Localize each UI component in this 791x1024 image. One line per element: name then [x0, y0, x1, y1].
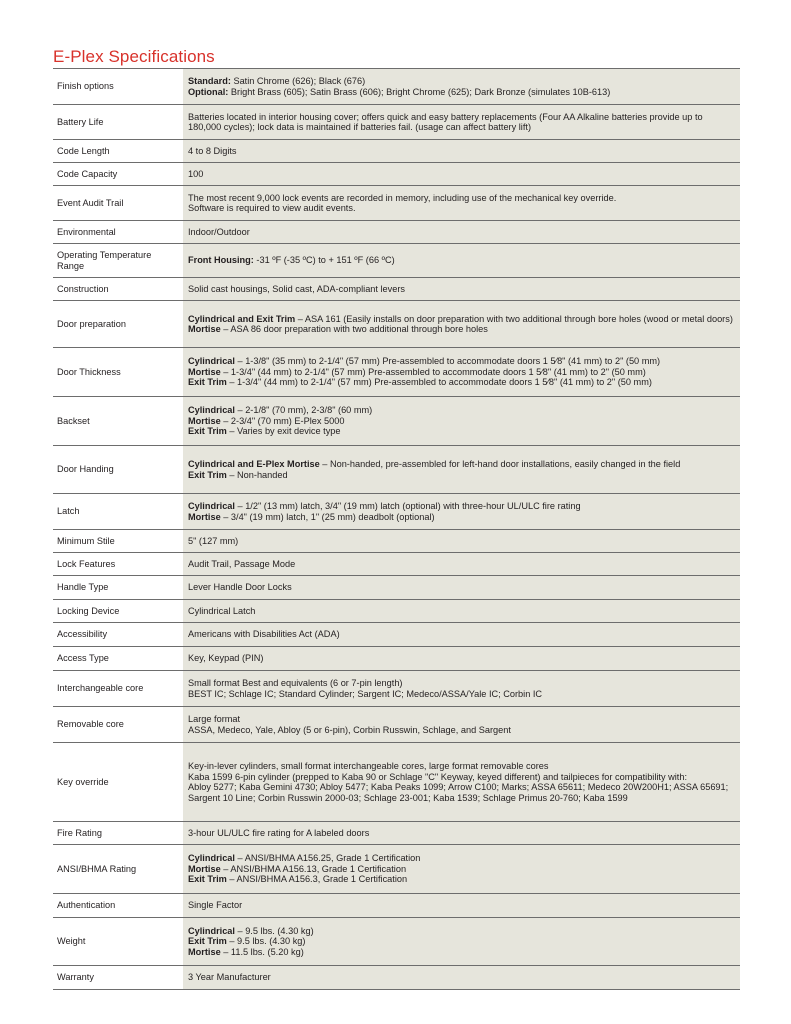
spec-label: Weight	[53, 918, 183, 965]
spec-value-text: Batteries located in interior housing cover; offers quick and easy battery replacements (Four AA Alkaline batteries provide up to 180,000 cycles); lock data is maintained if batteries fail. (usage can affect battery lift)	[188, 111, 703, 132]
spec-value-emphasis: Mortise	[188, 366, 221, 377]
spec-value-text: Kaba 1599 6-pin cylinder (prepped to Kaba 90 or Schlage "C" Keyway, keyed different) and tailpieces for compatibility with:	[188, 771, 688, 782]
spec-value-text: Cylindrical Latch	[188, 605, 256, 616]
spec-value-emphasis: Cylindrical	[188, 405, 235, 416]
spec-value-text: Bright Brass (605); Satin Brass (606); Bright Chrome (625); Dark Bronze (simulates 10B-613)	[228, 86, 611, 97]
spec-value-text: Large format	[188, 714, 241, 724]
spec-value-line	[188, 606, 734, 617]
spec-value	[183, 221, 740, 243]
spec-value-emphasis: Optional:	[188, 86, 229, 97]
spec-row	[53, 221, 740, 244]
spec-value-line	[188, 559, 734, 570]
spec-row	[53, 301, 740, 348]
spec-value-text: Single Factor	[188, 900, 243, 911]
spec-value	[183, 553, 740, 575]
spec-label: Accessibility	[53, 623, 183, 646]
spec-value	[183, 140, 740, 162]
spec-label: Authentication	[53, 894, 183, 917]
spec-value-text: Indoor/Outdoor	[188, 226, 250, 237]
spec-row	[53, 623, 740, 647]
spec-value-text: – 9.5 lbs. (4.30 kg)	[226, 936, 306, 947]
spec-value	[183, 707, 740, 742]
spec-value	[183, 494, 740, 529]
spec-value-emphasis: Exit Trim	[188, 936, 227, 947]
spec-value	[183, 105, 740, 139]
spec-value-line	[188, 653, 734, 664]
spec-value-line	[188, 864, 734, 875]
spec-value-text: Small format Best and equivalents (6 or 7-pin length)	[188, 678, 403, 688]
spec-value-text: – 1-3/4" (44 mm) to 2-1/4" (57 mm) Pre-assembled to accommodate doors 1 5⁄8" (41 mm) to 2" (50 mm)	[220, 366, 646, 377]
spec-label: Latch	[53, 494, 183, 529]
spec-value	[183, 69, 740, 104]
spec-value-line	[188, 87, 734, 98]
spec-value-line	[188, 936, 734, 947]
spec-value-emphasis: Cylindrical	[188, 853, 235, 864]
spec-label: Handle Type	[53, 576, 183, 599]
spec-value	[183, 348, 740, 396]
spec-value-emphasis: Mortise	[188, 511, 221, 522]
spec-value-line	[188, 689, 734, 700]
spec-value	[183, 894, 740, 917]
spec-value-emphasis: Cylindrical	[188, 925, 235, 936]
spec-value	[183, 446, 740, 493]
spec-value	[183, 918, 740, 965]
spec-value-text: 4 to 8 Digits	[188, 145, 237, 156]
spec-value-line	[188, 582, 734, 593]
spec-value-line	[188, 874, 734, 885]
spec-value	[183, 163, 740, 185]
spec-value-emphasis: Front Housing:	[188, 255, 254, 266]
spec-value-emphasis: Cylindrical	[188, 501, 235, 511]
spec-value-text: – Non-handed, pre-assembled for left-hand door installations, easily changed in the field	[319, 459, 681, 469]
spec-label: Code Capacity	[53, 163, 183, 185]
spec-value-line	[188, 714, 734, 725]
spec-label: Code Length	[53, 140, 183, 162]
spec-label: Interchangeable core	[53, 671, 183, 706]
spec-value-line	[188, 169, 734, 180]
spec-value-text: 100	[188, 168, 204, 179]
spec-value-line	[188, 324, 734, 335]
spec-row	[53, 446, 740, 494]
spec-value-line	[188, 853, 734, 864]
spec-row	[53, 918, 740, 966]
spec-row	[53, 671, 740, 707]
spec-label: Key override	[53, 743, 183, 821]
spec-label: Access Type	[53, 647, 183, 670]
page-title: E-Plex Specifications	[53, 47, 215, 66]
spec-label: Fire Rating	[53, 822, 183, 844]
spec-value-text: – ASA 161 (Easily installs on door preparation with two additional through bore holes (wood or metal doors)	[295, 313, 733, 324]
spec-value-text: Americans with Disabilities Act (ADA)	[188, 629, 340, 640]
spec-value	[183, 530, 740, 552]
spec-label: Minimum Stile	[53, 530, 183, 552]
spec-value-text: – 2-3/4" (70 mm) E-Plex 5000	[220, 415, 345, 426]
spec-value	[183, 623, 740, 646]
spec-row	[53, 140, 740, 163]
spec-value	[183, 845, 740, 893]
spec-value-emphasis: Cylindrical	[188, 356, 235, 367]
spec-value-text: ASSA, Medeco, Yale, Abloy (5 or 6-pin), Corbin Russwin, Schlage, and Sargent	[188, 724, 511, 735]
spec-value-line	[188, 356, 734, 367]
spec-value-line	[188, 761, 734, 772]
spec-value	[183, 647, 740, 670]
spec-row	[53, 707, 740, 743]
spec-value-line	[188, 367, 734, 378]
spec-value-text: Abloy 5277; Kaba Gemini 4730; Abloy 5477; Kaba Peaks 1099; Arrow C100; Marks; ASSA 65611; Medeco 20W200H1; ASSA 65691; Sargent 10 Line; Corbin Russwin 2000-03; Schlage 23-001; Kaba 1539; Schlage Primus 20-760; Kaba 1599	[188, 782, 729, 803]
spec-row	[53, 244, 740, 278]
spec-value-line	[188, 972, 734, 983]
spec-label: Battery Life	[53, 105, 183, 139]
spec-value-emphasis: Mortise	[188, 863, 221, 874]
spec-row	[53, 530, 740, 553]
spec-value	[183, 822, 740, 844]
spec-row	[53, 278, 740, 301]
spec-value-text: -31 ºF (-35 ºC) to + 151 ºF (66 ºC)	[253, 255, 395, 266]
spec-row	[53, 743, 740, 822]
spec-row	[53, 105, 740, 140]
spec-value-text: 5" (127 mm)	[188, 535, 239, 546]
spec-value-line	[188, 76, 734, 87]
spec-value-line	[188, 947, 734, 958]
spec-value-text: – Varies by exit device type	[226, 426, 341, 437]
spec-value-line	[188, 377, 734, 388]
spec-value-text: Solid cast housings, Solid cast, ADA-compliant levers	[188, 283, 406, 294]
spec-value	[183, 966, 740, 989]
spec-value	[183, 244, 740, 277]
spec-value-text: – 9.5 lbs. (4.30 kg)	[234, 925, 314, 936]
spec-value	[183, 576, 740, 599]
spec-value-line	[188, 629, 734, 640]
spec-value-text: – 11.5 lbs. (5.20 kg)	[220, 946, 304, 957]
spec-label: Door preparation	[53, 301, 183, 347]
spec-value-line	[188, 772, 734, 783]
spec-value-text: – ANSI/BHMA A156.25, Grade 1 Certification	[234, 853, 421, 864]
spec-value	[183, 671, 740, 706]
spec-value-text: Audit Trail, Passage Mode	[188, 558, 296, 569]
spec-value-text: – 2-1/8" (70 mm), 2-3/8" (60 mm)	[234, 405, 373, 416]
spec-value	[183, 600, 740, 622]
spec-row	[53, 69, 740, 105]
spec-value-text: 3-hour UL/ULC fire rating for A labeled doors	[188, 827, 370, 838]
spec-value-emphasis: Cylindrical and E-Plex Mortise	[188, 459, 320, 469]
spec-value-line	[188, 255, 734, 266]
spec-value-line	[188, 678, 734, 689]
spec-row	[53, 822, 740, 845]
spec-value-line	[188, 193, 734, 204]
spec-value-line	[188, 203, 734, 214]
spec-row	[53, 966, 740, 990]
spec-label: Lock Features	[53, 553, 183, 575]
spec-value-line	[188, 828, 734, 839]
spec-label: Door Handing	[53, 446, 183, 493]
spec-row	[53, 894, 740, 918]
spec-label: Environmental	[53, 221, 183, 243]
spec-value-text: – 1-3/8" (35 mm) to 2-1/4" (57 mm) Pre-assembled to accommodate doors 1 5⁄8" (41 mm) to 2" (50 mm)	[234, 356, 661, 367]
spec-value-text: – 1-3/4" (44 mm) to 2-1/4" (57 mm) Pre-assembled to accommodate doors 1 5⁄8" (41 mm) to 2" (50 mm)	[226, 377, 652, 388]
spec-row	[53, 348, 740, 397]
spec-value	[183, 278, 740, 300]
spec-value-line	[188, 416, 734, 427]
spec-value-text: – Non-handed	[226, 469, 288, 480]
spec-value-line	[188, 112, 734, 133]
spec-value-line	[188, 459, 734, 470]
spec-value-emphasis: Exit Trim	[188, 377, 227, 388]
spec-label: Backset	[53, 397, 183, 445]
spec-value-emphasis: Mortise	[188, 946, 221, 957]
spec-value-text: Satin Chrome (626); Black (676)	[230, 76, 366, 86]
spec-row	[53, 163, 740, 186]
spec-row	[53, 647, 740, 671]
spec-value-text: – ANSI/BHMA A156.3, Grade 1 Certification	[226, 874, 408, 885]
spec-row	[53, 186, 740, 221]
spec-value-emphasis: Exit Trim	[188, 426, 227, 437]
spec-label: Event Audit Trail	[53, 186, 183, 220]
spec-value-text: – 3/4" (19 mm) latch, 1" (25 mm) deadbolt (optional)	[220, 511, 435, 522]
spec-label: ANSI/BHMA Rating	[53, 845, 183, 893]
spec-value-text: Key, Keypad (PIN)	[188, 653, 264, 664]
spec-value-text: – ASA 86 door preparation with two additional through bore holes	[220, 324, 488, 334]
spec-value-line	[188, 926, 734, 937]
spec-value-text: – ANSI/BHMA A156.13, Grade 1 Certification	[220, 863, 407, 874]
spec-label: Operating Temperature Range	[53, 244, 183, 277]
spec-value	[183, 301, 740, 347]
spec-label: Warranty	[53, 966, 183, 989]
spec-value-emphasis: Mortise	[188, 324, 221, 334]
spec-value-line	[188, 314, 734, 325]
spec-value-text: BEST IC; Schlage IC; Standard Cylinder; Sargent IC; Medeco/ASSA/Yale IC; Corbin IC	[188, 688, 543, 699]
spec-row	[53, 600, 740, 623]
spec-value-text: Lever Handle Door Locks	[188, 582, 292, 593]
spec-value-emphasis: Cylindrical and Exit Trim	[188, 313, 296, 324]
spec-row	[53, 553, 740, 576]
spec-value-line	[188, 501, 734, 512]
spec-value-text: Software is required to view audit events.	[188, 203, 356, 213]
spec-value-line	[188, 227, 734, 238]
spec-value-emphasis: Exit Trim	[188, 469, 227, 480]
spec-value-line	[188, 470, 734, 481]
spec-value-line	[188, 900, 734, 911]
spec-value-emphasis: Exit Trim	[188, 874, 227, 885]
spec-value-text: Key-in-lever cylinders, small format interchangeable cores, large format removable cores	[188, 761, 549, 771]
spec-value	[183, 743, 740, 821]
spec-row	[53, 494, 740, 530]
spec-value	[183, 397, 740, 445]
spec-label: Door Thickness	[53, 348, 183, 396]
spec-value-emphasis: Mortise	[188, 415, 221, 426]
spec-row	[53, 845, 740, 894]
spec-label: Finish options	[53, 69, 183, 104]
spec-row	[53, 397, 740, 446]
spec-value-line	[188, 782, 734, 803]
spec-table	[53, 68, 740, 990]
spec-value-text: The most recent 9,000 lock events are recorded in memory, including use of the mechanical key override.	[188, 192, 617, 203]
spec-value-text: 3 Year Manufacturer	[188, 972, 271, 983]
spec-value-line	[188, 284, 734, 295]
spec-value-line	[188, 426, 734, 437]
spec-row	[53, 576, 740, 600]
spec-value-line	[188, 146, 734, 157]
spec-value	[183, 186, 740, 220]
spec-label: Construction	[53, 278, 183, 300]
spec-value-text: – 1/2" (13 mm) latch, 3/4" (19 mm) latch (optional) with three-hour UL/ULC fire rating	[234, 501, 581, 511]
spec-value-line	[188, 512, 734, 523]
spec-label: Locking Device	[53, 600, 183, 622]
spec-value-line	[188, 725, 734, 736]
spec-value-line	[188, 536, 734, 547]
spec-value-emphasis: Standard:	[188, 76, 231, 86]
spec-value-line	[188, 405, 734, 416]
spec-label: Removable core	[53, 707, 183, 742]
